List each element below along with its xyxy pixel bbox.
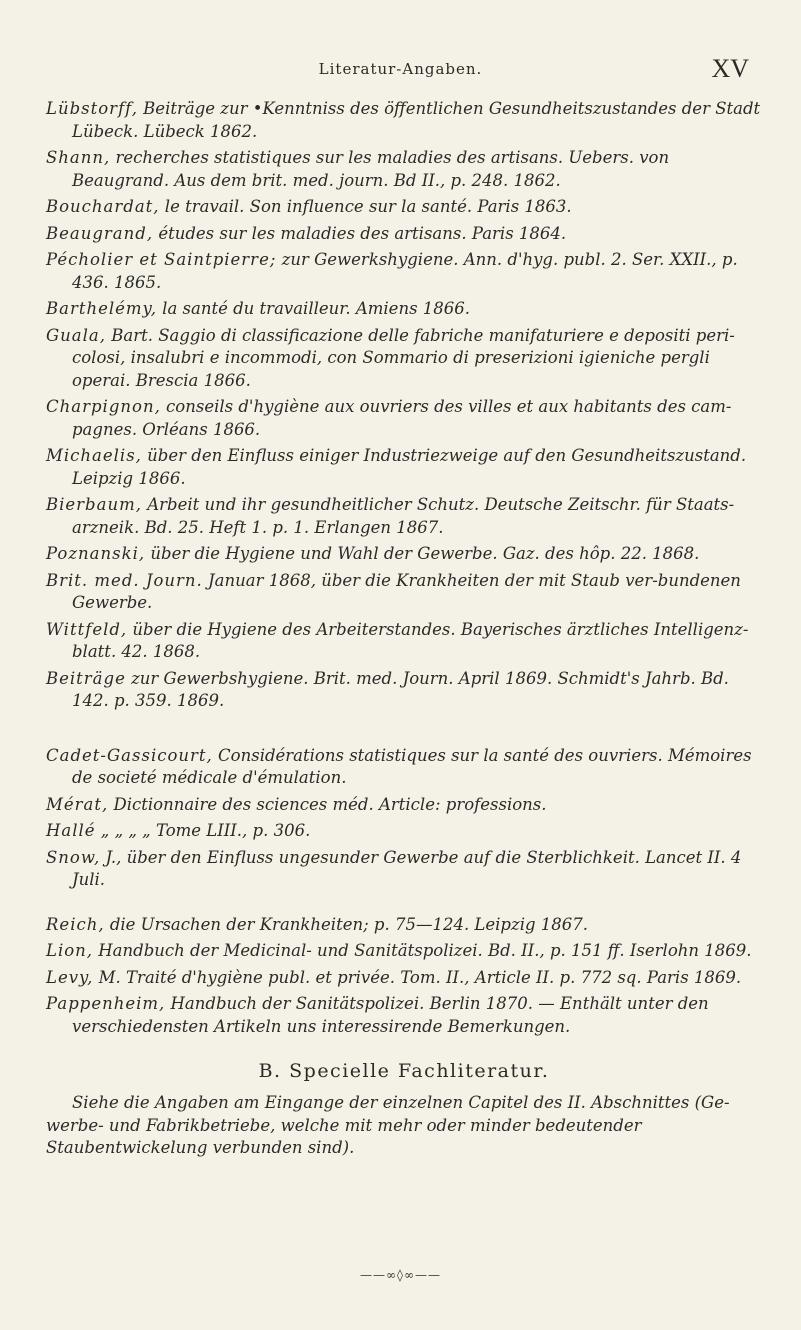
reference-text: la santé du travailleur. Amiens 1866. (156, 299, 471, 318)
reference-entry (46, 396, 762, 441)
bibliography (46, 98, 762, 1160)
reference-entry (46, 794, 762, 817)
reference-author: Shann, (46, 148, 111, 167)
reference-text: conseils d'hygiène aux ouvriers des villes et aux habitants des cam-pagnes. Orléans 1866. (72, 397, 732, 439)
reference-entry (46, 940, 762, 963)
reference-entry (46, 147, 762, 192)
reference-entry (46, 249, 762, 294)
reference-text: zur Gewerkshygiene. Ann. d'hyg. publ. 2. Ser. XXII., p. 436. 1865. (72, 250, 738, 292)
reference-entry (46, 745, 762, 790)
reference-author: Brit. med. Journ. (46, 570, 203, 590)
reference-text: Arbeit und ihr gesundheitlicher Schutz. Deutsche Zeitschr. für Staats-arzneik. Bd. 25. Heft 1. p. 1. Erlangen 1867. (72, 495, 735, 537)
reference-text: zur Gewerbshygiene. Brit. med. Journ. April 1869. Schmidt's Jahrb. Bd. 142. p. 359. 1869. (72, 668, 729, 710)
reference-entry (46, 847, 762, 892)
reference-author: Barthelémy, (46, 299, 157, 318)
reference-author: Pécholier et Saintpierre; (46, 250, 277, 269)
reference-author: Hallé (46, 821, 96, 840)
reference-author: Snow, (46, 847, 101, 867)
reference-author: Poznanski, (46, 544, 146, 563)
reference-author: Bierbaum, (46, 495, 142, 514)
reference-text: Bart. Saggio di classificazione delle fabriche manifaturiere e depositi peri-colosi, insalubri e incommodi, con Sommario di preserizioni igieniche pergli operai. Brescia 1866. (72, 325, 735, 390)
reference-entry (46, 223, 762, 246)
page-number: XV (711, 54, 749, 83)
reference-group-dictionaries (46, 745, 762, 892)
reference-author: Lion, (46, 941, 94, 960)
section-heading: B. Specielle Fachliteratur. (258, 1060, 550, 1082)
reference-entry (46, 98, 762, 143)
reference-text: Beiträge zur •Kenntniss des öffentlichen Gesundheitszustandes der Stadt Lübeck. Lübeck 1862. (72, 99, 761, 141)
reference-text: Handbuch der Sanitätspolizei. Berlin 1870. — Enthält unter den verschiedensten Artikeln uns interessirende Bemerkungen. (72, 994, 709, 1036)
reference-text: über den Einfluss einiger Industriezweige auf den Gesundheitszustand. Leipzig 1866. (72, 446, 747, 488)
reference-text: le travail. Son influence sur la santé. Paris 1863. (159, 197, 572, 216)
reference-author: Pappenheim, (46, 994, 166, 1013)
end-ornament: ——∞◊∞—— (360, 1268, 441, 1282)
reference-author: Lübstorff, (46, 99, 138, 118)
reference-text: Considérations statistiques sur la santé des ouvriers. Mémoires de societé médicale d'émulation. (72, 745, 752, 787)
reference-author: Michaelis, (46, 446, 142, 465)
reference-text: Handbuch der Medicinal- und Sanitätspolizei. Bd. II., p. 151 ff. Iserlohn 1869. (93, 941, 752, 960)
reference-author: Charpignon, (46, 397, 161, 416)
page-header (0, 54, 801, 90)
reference-entry (46, 914, 762, 937)
reference-entry (46, 298, 762, 321)
reference-text: Januar 1868, über die Krankheiten der mit Staub ver-bundenen Gewerbe. (72, 570, 741, 612)
reference-text: M. Traité d'hygiène publ. et privée. Tom. II., Article II. p. 772 sq. Paris 1869. (93, 967, 742, 987)
reference-group-general (46, 98, 762, 713)
reference-author: Guala, (46, 325, 107, 345)
reference-author: Mérat, (46, 794, 109, 814)
reference-text: J., über den Einfluss ungesunder Gewerbe auf die Sterblichkeit. Lancet II. 4 Juli. (72, 847, 742, 889)
reference-text: über die Hygiene des Arbeiterstandes. Bayerisches ärztliches Intelligenz-blatt. 42. 1868. (72, 619, 749, 661)
reference-entry (46, 619, 762, 664)
reference-entry (46, 570, 762, 615)
reference-text: über die Hygiene und Wahl der Gewerbe. Gaz. des hôp. 22. 1868. (145, 544, 700, 563)
reference-text: Dictionnaire des sciences méd. Article: professions. (108, 794, 547, 814)
reference-text: études sur les maladies des artisans. Paris 1864. (153, 223, 567, 243)
reference-author: Cadet-Gassicourt, (46, 745, 213, 765)
reference-author: Levy, (46, 967, 94, 987)
reference-group-handbooks (46, 914, 762, 1039)
reference-author: Wittfeld, (46, 619, 128, 639)
reference-author: Reich, (46, 914, 105, 934)
reference-entry (46, 993, 762, 1038)
reference-entry (46, 668, 762, 713)
reference-author: Beaugrand, (46, 223, 154, 243)
reference-text: die Ursachen der Krankheiten; p. 75—124. Leipzig 1867. (104, 914, 589, 934)
reference-entry (46, 494, 762, 539)
reference-entry (46, 325, 762, 393)
reference-entry (46, 196, 762, 219)
reference-author: Bouchardat, (46, 197, 160, 216)
reference-author: Beiträge (46, 668, 126, 688)
reference-entry (46, 445, 762, 490)
section-body: Siehe die Angaben am Eingange der einzelnen Capitel des II. Abschnittes (Ge-werbe- und Fabrikbetriebe, welche mit mehr oder minder bedeutender Staubentwickelung verbunden sind). (46, 1093, 730, 1157)
reference-text: recherches statistiques sur les maladies des artisans. Uebers. von Beaugrand. Aus dem brit. med. journ. Bd II., p. 248. 1862. (72, 148, 670, 190)
reference-entry (46, 820, 762, 843)
reference-text: „ „ „ „ Tome LIII., p. 306. (95, 821, 311, 840)
reference-entry (46, 967, 762, 990)
reference-entry (46, 543, 762, 566)
running-title: Literatur-Angaben. (318, 60, 483, 78)
